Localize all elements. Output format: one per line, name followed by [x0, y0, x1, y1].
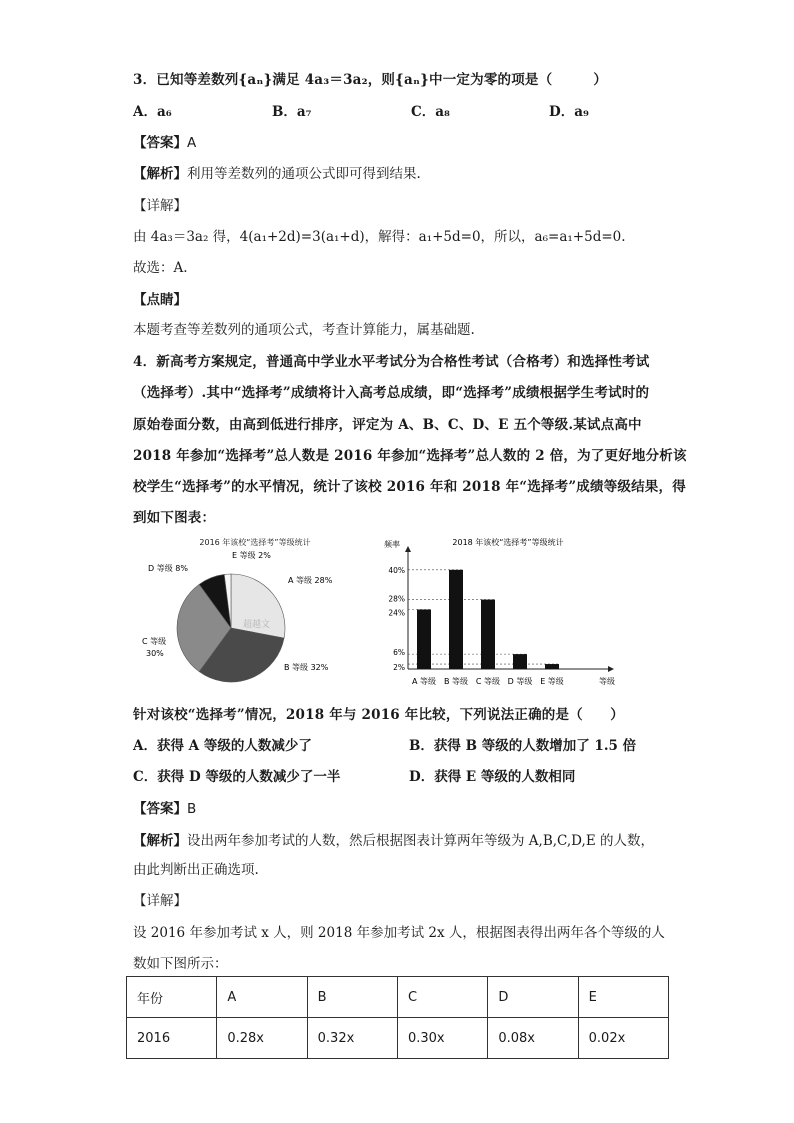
q4-question: 针对该校“选择考”情况，2018 年与 2016 年比较，下列说法正确的是（ ） — [133, 707, 624, 723]
q4-stem-line-5: 校学生“选择考”的水平情况，统计了该校 2016 年和 2018 年“选择考”成绩等级结果，得 — [133, 479, 686, 495]
table-cell: 0.02x — [578, 1018, 668, 1059]
bar-a — [417, 610, 431, 670]
bar-category-label: E 等级 — [540, 677, 564, 686]
table-cell: 0.32x — [307, 1018, 397, 1059]
q4-analysis-line-1 — [133, 829, 654, 849]
table-row — [127, 1018, 669, 1059]
answer-tag: 【答案】 — [133, 801, 187, 817]
grade-table — [126, 976, 669, 1059]
q4-answer — [133, 797, 196, 817]
bar-chart-2018 — [378, 532, 628, 690]
bar-y-tick-label: 24% — [388, 608, 405, 618]
bar-ylabel: 频率 — [384, 540, 400, 549]
bar-category-label: C 等级 — [475, 677, 501, 686]
pie-label-c-line-2: 30% — [146, 649, 164, 658]
q4-detail-tag: 【详解】 — [133, 893, 187, 909]
answer-value: A — [187, 135, 197, 151]
q3-option-d: D．a₉ — [549, 104, 589, 120]
q4-option-a: A．获得 A 等级的人数减少了 — [133, 738, 312, 754]
q3-option-a: A．a₆ — [133, 104, 172, 120]
bar-y-tick-label: 40% — [388, 565, 405, 575]
pie-title: 2016 年该校“选择考”等级统计 — [199, 538, 311, 547]
pie-label-d: D 等级 8% — [148, 564, 188, 573]
q4-option-c: C．获得 D 等级的人数减少了一半 — [133, 769, 341, 785]
table-cell: D — [488, 977, 578, 1018]
pie-chart-2016 — [140, 532, 370, 692]
analysis-tag: 【解析】 — [133, 833, 187, 849]
answer-tag: 【答案】 — [133, 135, 187, 151]
analysis-tag: 【解析】 — [133, 166, 187, 182]
q4-stem-line-4: 2018 年参加“选择考”总人数是 2016 年参加“选择考”总人数的 2 倍，为了更好地分析该 — [133, 448, 687, 464]
pie-watermark: 超越文 — [243, 620, 271, 630]
q4-stem-line-6: 到如下图表： — [133, 510, 216, 526]
table-cell: B — [307, 977, 397, 1018]
bar-category-label: D 等级 — [507, 677, 533, 686]
bar-category-label: B 等级 — [443, 677, 469, 686]
table-cell: 年份 — [127, 977, 217, 1018]
q3-comment: 本题考查等差数列的通项公式，考查计算能力，属基础题. — [133, 322, 475, 338]
q3-stem: 3．已知等差数列{aₙ}满足 4a₃＝3a₂，则{aₙ}中一定为零的项是（ ） — [133, 72, 608, 88]
bar-y-tick-label: 6% — [393, 648, 405, 658]
table-cell: C — [397, 977, 487, 1018]
table-cell: 0.30x — [397, 1018, 487, 1059]
answer-value: B — [187, 801, 197, 817]
pie-label-c-line-1: C 等级 — [142, 637, 167, 646]
bar-b — [449, 570, 463, 669]
q4-stem-line-1: 4．新高考方案规定，普通高中学业水平考试分为合格性考试（合格考）和选择性考试 — [133, 354, 650, 370]
bar-e — [545, 664, 559, 669]
q3-detail-line-1: 由 4a₃＝3a₂ 得，4(a₁+2d)=3(a₁+d)，解得：a₁+5d=0，所以，a₆=a₁+5d=0. — [133, 229, 626, 245]
q3-option-b: B．a₇ — [272, 104, 312, 120]
q4-detail-line-1: 设 2016 年参加考试 x 人，则 2018 年参加考试 2x 人，根据图表得出两年各个等级的人 — [133, 925, 665, 941]
q3-comment-tag: 【点睛】 — [133, 292, 187, 308]
q4-analysis-line-2: 由此判断出正确选项. — [133, 862, 259, 878]
table-cell: 0.28x — [217, 1018, 307, 1059]
bar-xlabel: 等级 — [599, 677, 615, 686]
bar-category-label: A 等级 — [411, 677, 437, 686]
q4-stem-line-2: （选择考）.其中“选择考”成绩将计入高考总成绩，即“选择考”成绩根据学生考试时的 — [133, 385, 650, 401]
pie-label-a: A 等级 28% — [288, 576, 333, 585]
q4-option-b: B．获得 B 等级的人数增加了 1.5 倍 — [409, 738, 637, 754]
q4-stem-line-3: 原始卷面分数，由高到低进行排序，评定为 A、B、C、D、E 五个等级.某试点高中 — [133, 417, 642, 433]
bar-y-tick-label: 2% — [393, 663, 405, 673]
bar-c — [481, 600, 495, 669]
q3-analysis — [133, 162, 421, 182]
table-cell: A — [217, 977, 307, 1018]
pie-label-b: B 等级 32% — [284, 663, 329, 672]
bar-y-tick-label: 28% — [388, 594, 405, 604]
bar-d — [513, 654, 527, 669]
q3-detail-tag: 【详解】 — [133, 198, 187, 214]
y-axis-arrow — [405, 546, 411, 552]
table-cell: E — [578, 977, 668, 1018]
x-axis-arrow — [608, 666, 614, 672]
q3-option-c: C．a₈ — [411, 104, 450, 120]
pie-label-e: E 等级 2% — [232, 551, 271, 560]
table-cell: 2016 — [127, 1018, 217, 1059]
q3-answer — [133, 131, 196, 151]
q4-option-d: D．获得 E 等级的人数相同 — [409, 769, 576, 785]
table-header-row — [127, 977, 669, 1018]
table-cell: 0.08x — [488, 1018, 578, 1059]
q4-detail-line-2: 数如下图所示： — [133, 956, 228, 972]
analysis-text: 利用等差数列的通项公式即可得到结果. — [187, 166, 421, 182]
analysis-text: 设出两年参加考试的人数，然后根据图表计算两年等级为 A,B,C,D,E 的人数， — [187, 833, 654, 849]
q3-detail-line-2: 故选：A. — [133, 260, 188, 276]
bar-title: 2018 年该校“选择考”等级统计 — [452, 538, 564, 547]
